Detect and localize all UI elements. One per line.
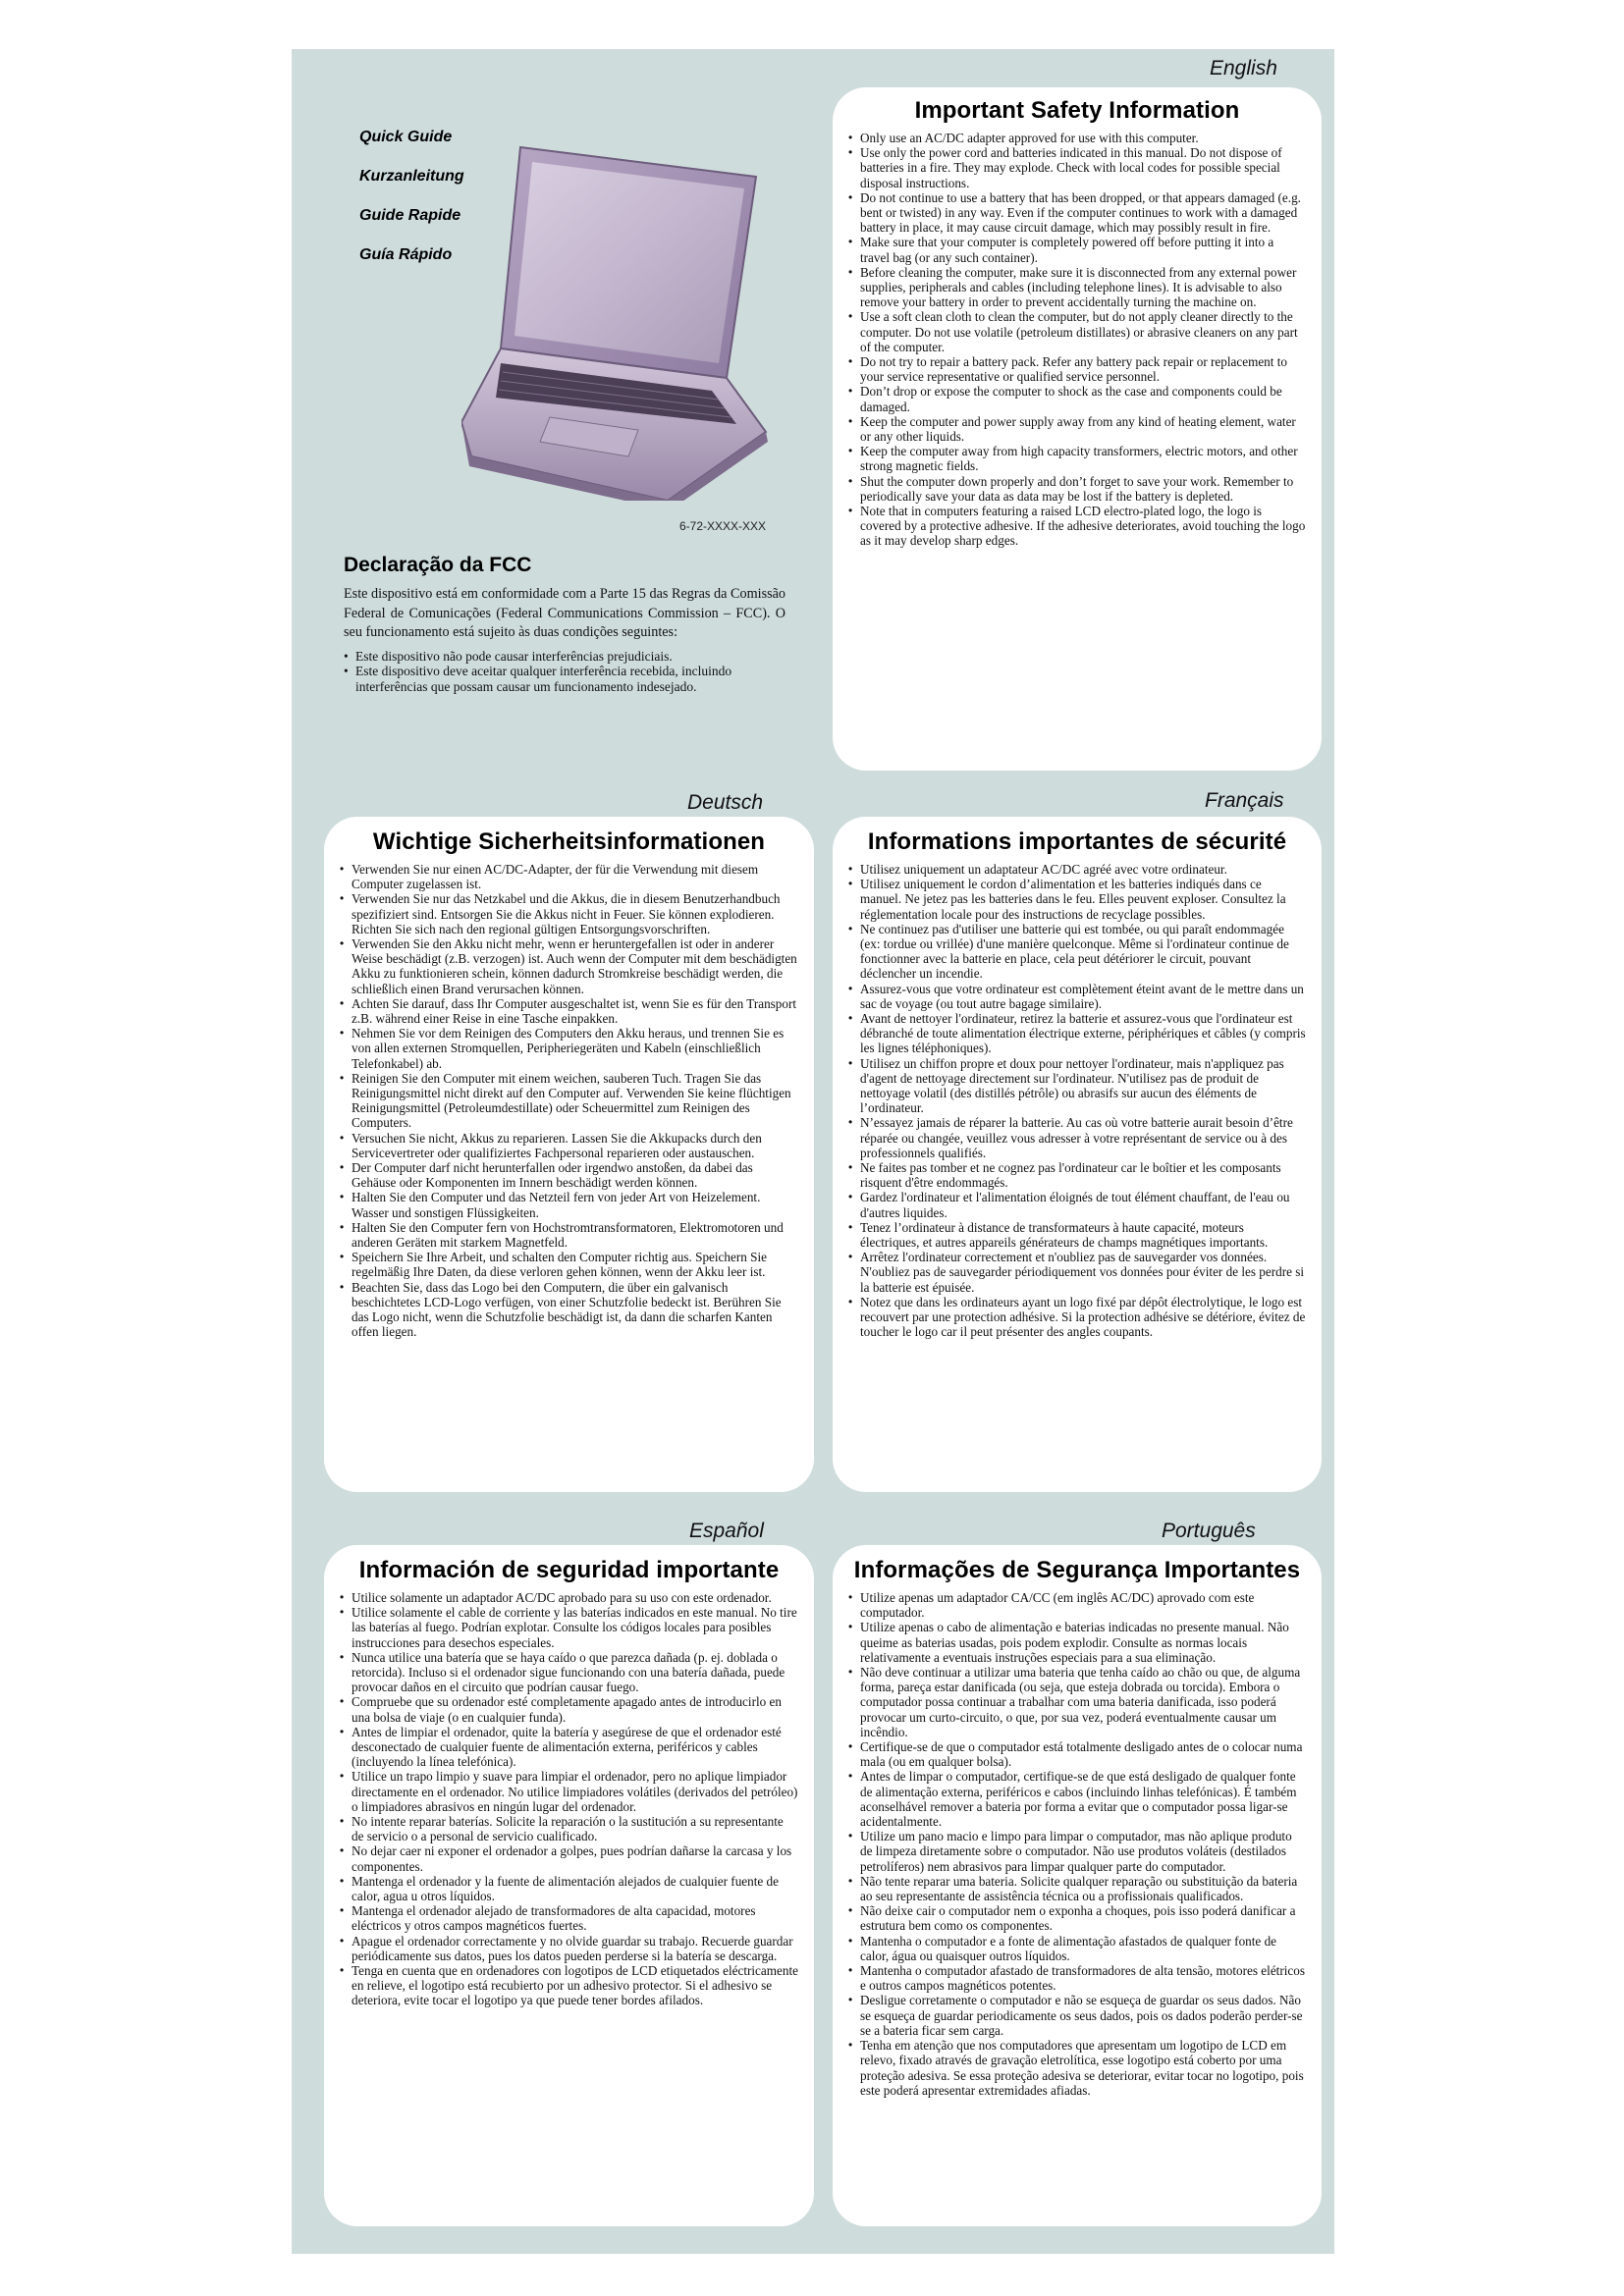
list-item: • Use only the power cord and batteries indicated in this manual. Do not dispose of batteries in a fire. They may explode. Check with local codes for possible special disposal instructions.	[848, 145, 1306, 190]
card-deutsch	[324, 817, 814, 1492]
francais-title: Informations importantes de sécurité	[867, 828, 1287, 855]
list-item: • N’essayez jamais de réparer la batterie. Au cas où votre batterie aurait besoin d’être réparée ou changée, veuillez vous adresser à votre représentant de service ou à des professionnels qualifiés.	[848, 1115, 1306, 1160]
list-item: • No dejar caer ni exponer el ordenador a golpes, pues podrían dañarse la carcasa y los componentes.	[340, 1843, 798, 1873]
guide-title-fr: Guide Rapide	[359, 207, 461, 224]
list-item: • Não deixe cair o computador nem o exponha a choques, pois isso poderá danificar a estrutura bem como os componentes.	[848, 1903, 1306, 1933]
fcc-declaration	[344, 554, 785, 694]
list-item: • Antes de limpar o computador, certifique-se de que está desligado de qualquer fonte de alimentação externa, periféricos e cabos (incluindo linhas telefónicas). É também aconselhável remover a bateria por forma a evitar que o computador possa ligar-se acidentalmente.	[848, 1769, 1306, 1829]
list-item: • Do not continue to use a battery that has been dropped, or that appears damaged (e.g. bent or twisted) in any way. Even if the computer continues to work with a damaged battery in place, it may cause circuit damage, which may possibly result in fire.	[848, 190, 1306, 236]
card-francais	[833, 817, 1322, 1492]
list-item: • Do not try to repair a battery pack. Refer any battery pack repair or replacement to your service representative or qualified service personnel.	[848, 354, 1306, 384]
list-item: • Verwenden Sie nur das Netzkabel und die Akkus, die in diesem Benutzerhandbuch spezifiziert sind. Entsorgen Sie die Akkus nicht in Feuer. Sie können explodieren. Richten Sie sich nach den regional gültigen Entsorgungsvorschriften.	[340, 891, 798, 936]
fcc-paragraph: Este dispositivo está em conformidade com a Parte 15 das Regras da Comissão Federal de Comunicações (Federal Communications Commission – FCC). O seu funcionamento está sujeito às duas condições seguintes:	[344, 586, 785, 640]
guide-title-de: Kurzanleitung	[359, 168, 464, 185]
list-item: • Nehmen Sie vor dem Reinigen des Computers den Akku heraus, und trennen Sie es von allen externen Stromquellen, Peripheriegeräten und Kabeln (einschließlich Telefonkabel) ab.	[340, 1026, 798, 1071]
list-item: • Achten Sie darauf, dass Ihr Computer ausgeschaltet ist, wenn Sie es für den Transport z.B. während einer Reise in eine Tasche einpakken.	[340, 996, 798, 1026]
list-item: • Não deve continuar a utilizar uma bateria que tenha caído ao chão ou que, de alguma forma, pareça estar danificada (ou seja, que esteja dobrada ou torcida). Embora o computador possa continuar a trabalhar com uma bateria danificada, isso poderá provocar um curto-circuito, o que, por sua vez, poderá eventualmente causar um incêndio.	[848, 1665, 1306, 1739]
list-item: • Ne continuez pas d'utiliser une batterie qui est tombée, ou qui paraît endommagée (ex: tordue ou vrillée) d'une manière quelconque. Même si l'ordinateur continue de fonctionner avec la batterie en place, cela peut détériorer le circuit, pouvant déclencher un incendie.	[848, 922, 1306, 982]
guide-title-en: Quick Guide	[359, 129, 453, 145]
fcc-title: Declaração da FCC	[344, 554, 532, 576]
lang-deutsch: Deutsch	[687, 791, 764, 814]
list-item: • No intente reparar baterías. Solicite la reparación o la sustitución a su representante de servicio o a personal de servicio cualificado.	[340, 1814, 798, 1843]
portugues-list	[848, 1590, 1306, 2098]
list-item: • Notez que dans les ordinateurs ayant un logo fixé par dépôt électrolytique, le logo est recouvert par une protection adhésive. Si la protection adhésive se détériore, évitez de toucher le logo car il peut présenter des angles coupants.	[848, 1295, 1306, 1340]
list-item: • Tenha em atenção que nos computadores que apresentam um logotipo de LCD em relevo, fixado através de gravação eletrolítica, esse logotipo está coberto por uma proteção adesiva. Se essa proteção adesiva se deteriorar, evitar tocar no logotipo, pois este poderá apresentar extremidades afiadas.	[848, 2038, 1306, 2098]
list-item: • Der Computer darf nicht herunterfallen oder irgendwo anstoßen, da dabei das Gehäuse oder Komponenten im Innern beschädigt werden können.	[340, 1160, 798, 1190]
list-item: • Arrêtez l'ordinateur correctement et n'oubliez pas de sauvegarder vos données. N'oubliez pas de sauvegarder périodiquement vos données pour éviter de les perdre si la batterie est épuisée.	[848, 1250, 1306, 1295]
list-item: • Make sure that your computer is completely powered off before putting it into a travel bag (or any such container).	[848, 235, 1306, 264]
lang-english: English	[1210, 57, 1277, 80]
list-item: • Gardez l'ordinateur et l'alimentation éloignés de tout élément chauffant, de l'eau ou d'autres liquides.	[848, 1190, 1306, 1219]
espanol-list	[340, 1590, 798, 2008]
lang-espanol: Español	[689, 1520, 764, 1542]
list-item: • Apague el ordenador correctamente y no olvide guardar su trabajo. Recuerde guardar periódicamente sus datos, pues los datos pueden perderse si la batería se descarga.	[340, 1934, 798, 1963]
list-item: • Keep the computer away from high capacity transformers, electric motors, and other strong magnetic fields.	[848, 444, 1306, 473]
list-item: • Ne faites pas tomber et ne cognez pas l'ordinateur car le boîtier et les composants risquent d'être endommagés.	[848, 1160, 1306, 1190]
list-item: • Assurez-vous que votre ordinateur est complètement éteint avant de le mettre dans un sac de voyage (ou tout autre bagage similaire).	[848, 982, 1306, 1011]
fcc-item: • Este dispositivo não pode causar interferências prejudiciais.	[344, 649, 785, 665]
list-item: • Desligue corretamente o computador e não se esqueça de guardar os seus dados. Não se esqueça de guardar periodicamente os seus dados, pois os dados poderão perder-se se a bateria ficar sem carga.	[848, 1993, 1306, 2038]
list-item: • Não tente reparar uma bateria. Solicite qualquer reparação ou substituição da bateria ao seu representante de assistência técnica ou a profissionais qualificados.	[848, 1874, 1306, 1903]
list-item: • Don’t drop or expose the computer to shock as the case and components could be damaged.	[848, 384, 1306, 413]
list-item: • Utilice solamente un adaptador AC/DC aprobado para su uso con este ordenador.	[340, 1590, 798, 1605]
list-item: • Compruebe que su ordenador esté completamente apagado antes de introducirlo en una bolsa de viaje (o en cualquier funda).	[340, 1694, 798, 1724]
list-item: • Mantenga el ordenador y la fuente de alimentación alejados de cualquier fuente de calor, agua u otros líquidos.	[340, 1874, 798, 1903]
list-item: • Note that in computers featuring a raised LCD electro-plated logo, the logo is covered by a protective adhesive. If the adhesive deteriorates, avoid touching the logo as it may develop sharp edges.	[848, 504, 1306, 549]
list-item: • Utilice un trapo limpio y suave para limpiar el ordenador, pero no aplique limpiador directamente en el ordenador. No utilice limpiadores volátiles (derivados del petróleo) o limpiadores abrasivos en ningún lugar del ordenador.	[340, 1769, 798, 1814]
list-item: • Mantenga el ordenador alejado de transformadores de alta capacidad, motores eléctricos y otros campos magnéticos fuertes.	[340, 1903, 798, 1933]
list-item: • Before cleaning the computer, make sure it is disconnected from any external power supplies, peripherals and cables (including telephone lines). It is advisable to also remove your battery in order to prevent accidentally turning the machine on.	[848, 265, 1306, 310]
card-espanol	[324, 1545, 814, 2226]
list-item: • Speichern Sie Ihre Arbeit, und schalten den Computer richtig aus. Speichern Sie regelmäßig Ihre Daten, da diese verloren gehen können, wenn der Akku leer ist.	[340, 1250, 798, 1279]
portugues-title: Informações de Segurança Importantes	[853, 1557, 1301, 1583]
lang-francais: Français	[1205, 789, 1284, 812]
list-item: • Mantenha o computador e a fonte de alimentação afastados de qualquer fonte de calor, água ou quaisquer outros líquidos.	[848, 1934, 1306, 1963]
lang-portugues: Português	[1162, 1520, 1256, 1542]
list-item: • Use a soft clean cloth to clean the computer, but do not apply cleaner directly to the computer. Do not use volatile (petroleum distillates) or abrasive cleaners on any part of the computer.	[848, 309, 1306, 354]
fcc-list	[344, 649, 785, 695]
list-item: • Tenez l’ordinateur à distance de transformateurs à haute capacité, moteurs électriques, et autres appareils générateurs de champs magnétiques importants.	[848, 1220, 1306, 1250]
english-list	[848, 131, 1306, 549]
list-item: • Utilisez uniquement le cordon d’alimentation et les batteries indiqués dans ce manuel. Ne jetez pas les batteries dans le feu. Elles peuvent exploser. Consultez la réglementation locale pour des instructions de recyclage possibles.	[848, 877, 1306, 922]
fcc-item: • Este dispositivo deve aceitar qualquer interferência recebida, incluindo interferências que possam causar um funcionamento indesejado.	[344, 664, 785, 694]
guide-title-es: Guía Rápido	[359, 246, 453, 263]
list-item: • Tenga en cuenta que en ordenadores con logotipos de LCD etiquetados eléctricamente en relieve, el logotipo está recubierto por un adhesivo protector. Si el adhesivo se deteriora, evite tocar el logotipo ya que puede tener bordes afilados.	[340, 1963, 798, 2008]
list-item: • Reinigen Sie den Computer mit einem weichen, sauberen Tuch. Tragen Sie das Reinigungsmittel nicht direkt auf den Computer auf. Verwenden Sie keine flüchtigen Reinigungsmittel (Petroleumdestillate) oder Scheuermittel zum Reinigen des Computers.	[340, 1071, 798, 1131]
list-item: • Verwenden Sie den Akku nicht mehr, wenn er heruntergefallen ist oder in anderer Weise beschädigt (z.B. verzogen) ist. Auch wenn der Computer mit dem beschädigten Akku zu funktionieren schein, können dadurch Stromkreise beschädigt werden, die schließlich einen Brand verursachen können.	[340, 936, 798, 996]
list-item: • Certifique-se de que o computador está totalmente desligado antes de o colocar numa mala (ou em qualquer bolsa).	[848, 1739, 1306, 1769]
deutsch-title: Wichtige Sicherheitsinformationen	[372, 828, 766, 855]
list-item: • Keep the computer and power supply away from any kind of heating element, water or any other liquids.	[848, 414, 1306, 444]
list-item: • Mantenha o computador afastado de transformadores de alta tensão, motores elétricos e outros campos magnéticos potentes.	[848, 1963, 1306, 1993]
list-item: • Avant de nettoyer l'ordinateur, retirez la batterie et assurez-vous que l'ordinateur est débranché de toute alimentation électrique externe, périphériques et câbles (y compris les lignes téléphoniques).	[848, 1011, 1306, 1056]
list-item: • Antes de limpiar el ordenador, quite la batería y asegúrese de que el ordenador esté desconectado de cualquier fuente de alimentación externa, periféricos y cables (incluyendo la línea telefónica).	[340, 1725, 798, 1770]
espanol-title: Información de seguridad importante	[358, 1557, 780, 1583]
laptop-illustration-icon	[461, 118, 776, 501]
list-item: • Shut the computer down properly and don’t forget to save your work. Remember to periodically save your data as data may be lost if the battery is depleted.	[848, 474, 1306, 504]
list-item: • Verwenden Sie nur einen AC/DC-Adapter, der für die Verwendung mit diesem Computer zugelassen ist.	[340, 862, 798, 891]
list-item: • Halten Sie den Computer fern von Hochstromtransformatoren, Elektromotoren und anderen Geräten mit starkem Magnetfeld.	[340, 1220, 798, 1250]
list-item: • Utilize um pano macio e limpo para limpar o computador, mas não aplique produto de limpeza diretamente sobre o computador. Não use produtos voláteis (destilados petrolíferos) nem abrasivos para limpar qualquer parte do computador.	[848, 1829, 1306, 1874]
list-item: • Utilice solamente el cable de corriente y las baterías indicados en este manual. No tire las baterías al fuego. Podrían explotar. Consulte los códigos locales para posibles instrucciones para desechos especiales.	[340, 1605, 798, 1650]
card-english	[833, 87, 1322, 771]
list-item: • Utilize apenas o cabo de alimentação e baterias indicadas no presente manual. Não queime as baterias usadas, pois podem explodir. Consulte as normas locais relativamente a eventuais instruções especiais para a sua eliminação.	[848, 1620, 1306, 1665]
list-item: • Halten Sie den Computer und das Netzteil fern von jeder Art von Heizelement. Wasser und sonstigen Flüssigkeiten.	[340, 1190, 798, 1219]
list-item: • Beachten Sie, dass das Logo bei den Computern, die über ein galvanisch beschichtetes LCD-Logo verfügen, von einer Schutzfolie bedeckt ist. Berühren Sie das Logo nicht, wenn die Schutzfolie beschädigt ist, da dann die scharfen Kanten offen liegen.	[340, 1280, 798, 1340]
product-code: 6-72-XXXX-XXX	[679, 519, 767, 533]
list-item: • Utilize apenas um adaptador CA/CC (em inglês AC/DC) aprovado com este computador.	[848, 1590, 1306, 1620]
list-item: • Utilisez uniquement un adaptateur AC/DC agréé avec votre ordinateur.	[848, 862, 1306, 877]
english-title: Important Safety Information	[914, 97, 1240, 124]
list-item: • Versuchen Sie nicht, Akkus zu reparieren. Lassen Sie die Akkupacks durch den Servicevertreter oder qualifiziertes Fachpersonal reparieren oder austauschen.	[340, 1131, 798, 1160]
deutsch-list	[340, 862, 798, 1340]
list-item: • Nunca utilice una batería que se haya caído o que parezca dañada (p. ej. doblada o retorcida). Incluso si el ordenador sigue funcionando con una batería dañada, puede provocar daños en el circuito que podrían causar fuego.	[340, 1650, 798, 1695]
card-portugues	[833, 1545, 1322, 2226]
francais-list	[848, 862, 1306, 1340]
list-item: • Utilisez un chiffon propre et doux pour nettoyer l'ordinateur, mais n'appliquez pas d'agent de nettoyage directement sur l'ordinateur. N'utilisez pas de produit de nettoyage volatil (des distillés pétrôle) ou abrasifs sur aucun des éléments de l’ordinateur.	[848, 1056, 1306, 1116]
list-item: • Only use an AC/DC adapter approved for use with this computer.	[848, 131, 1306, 145]
